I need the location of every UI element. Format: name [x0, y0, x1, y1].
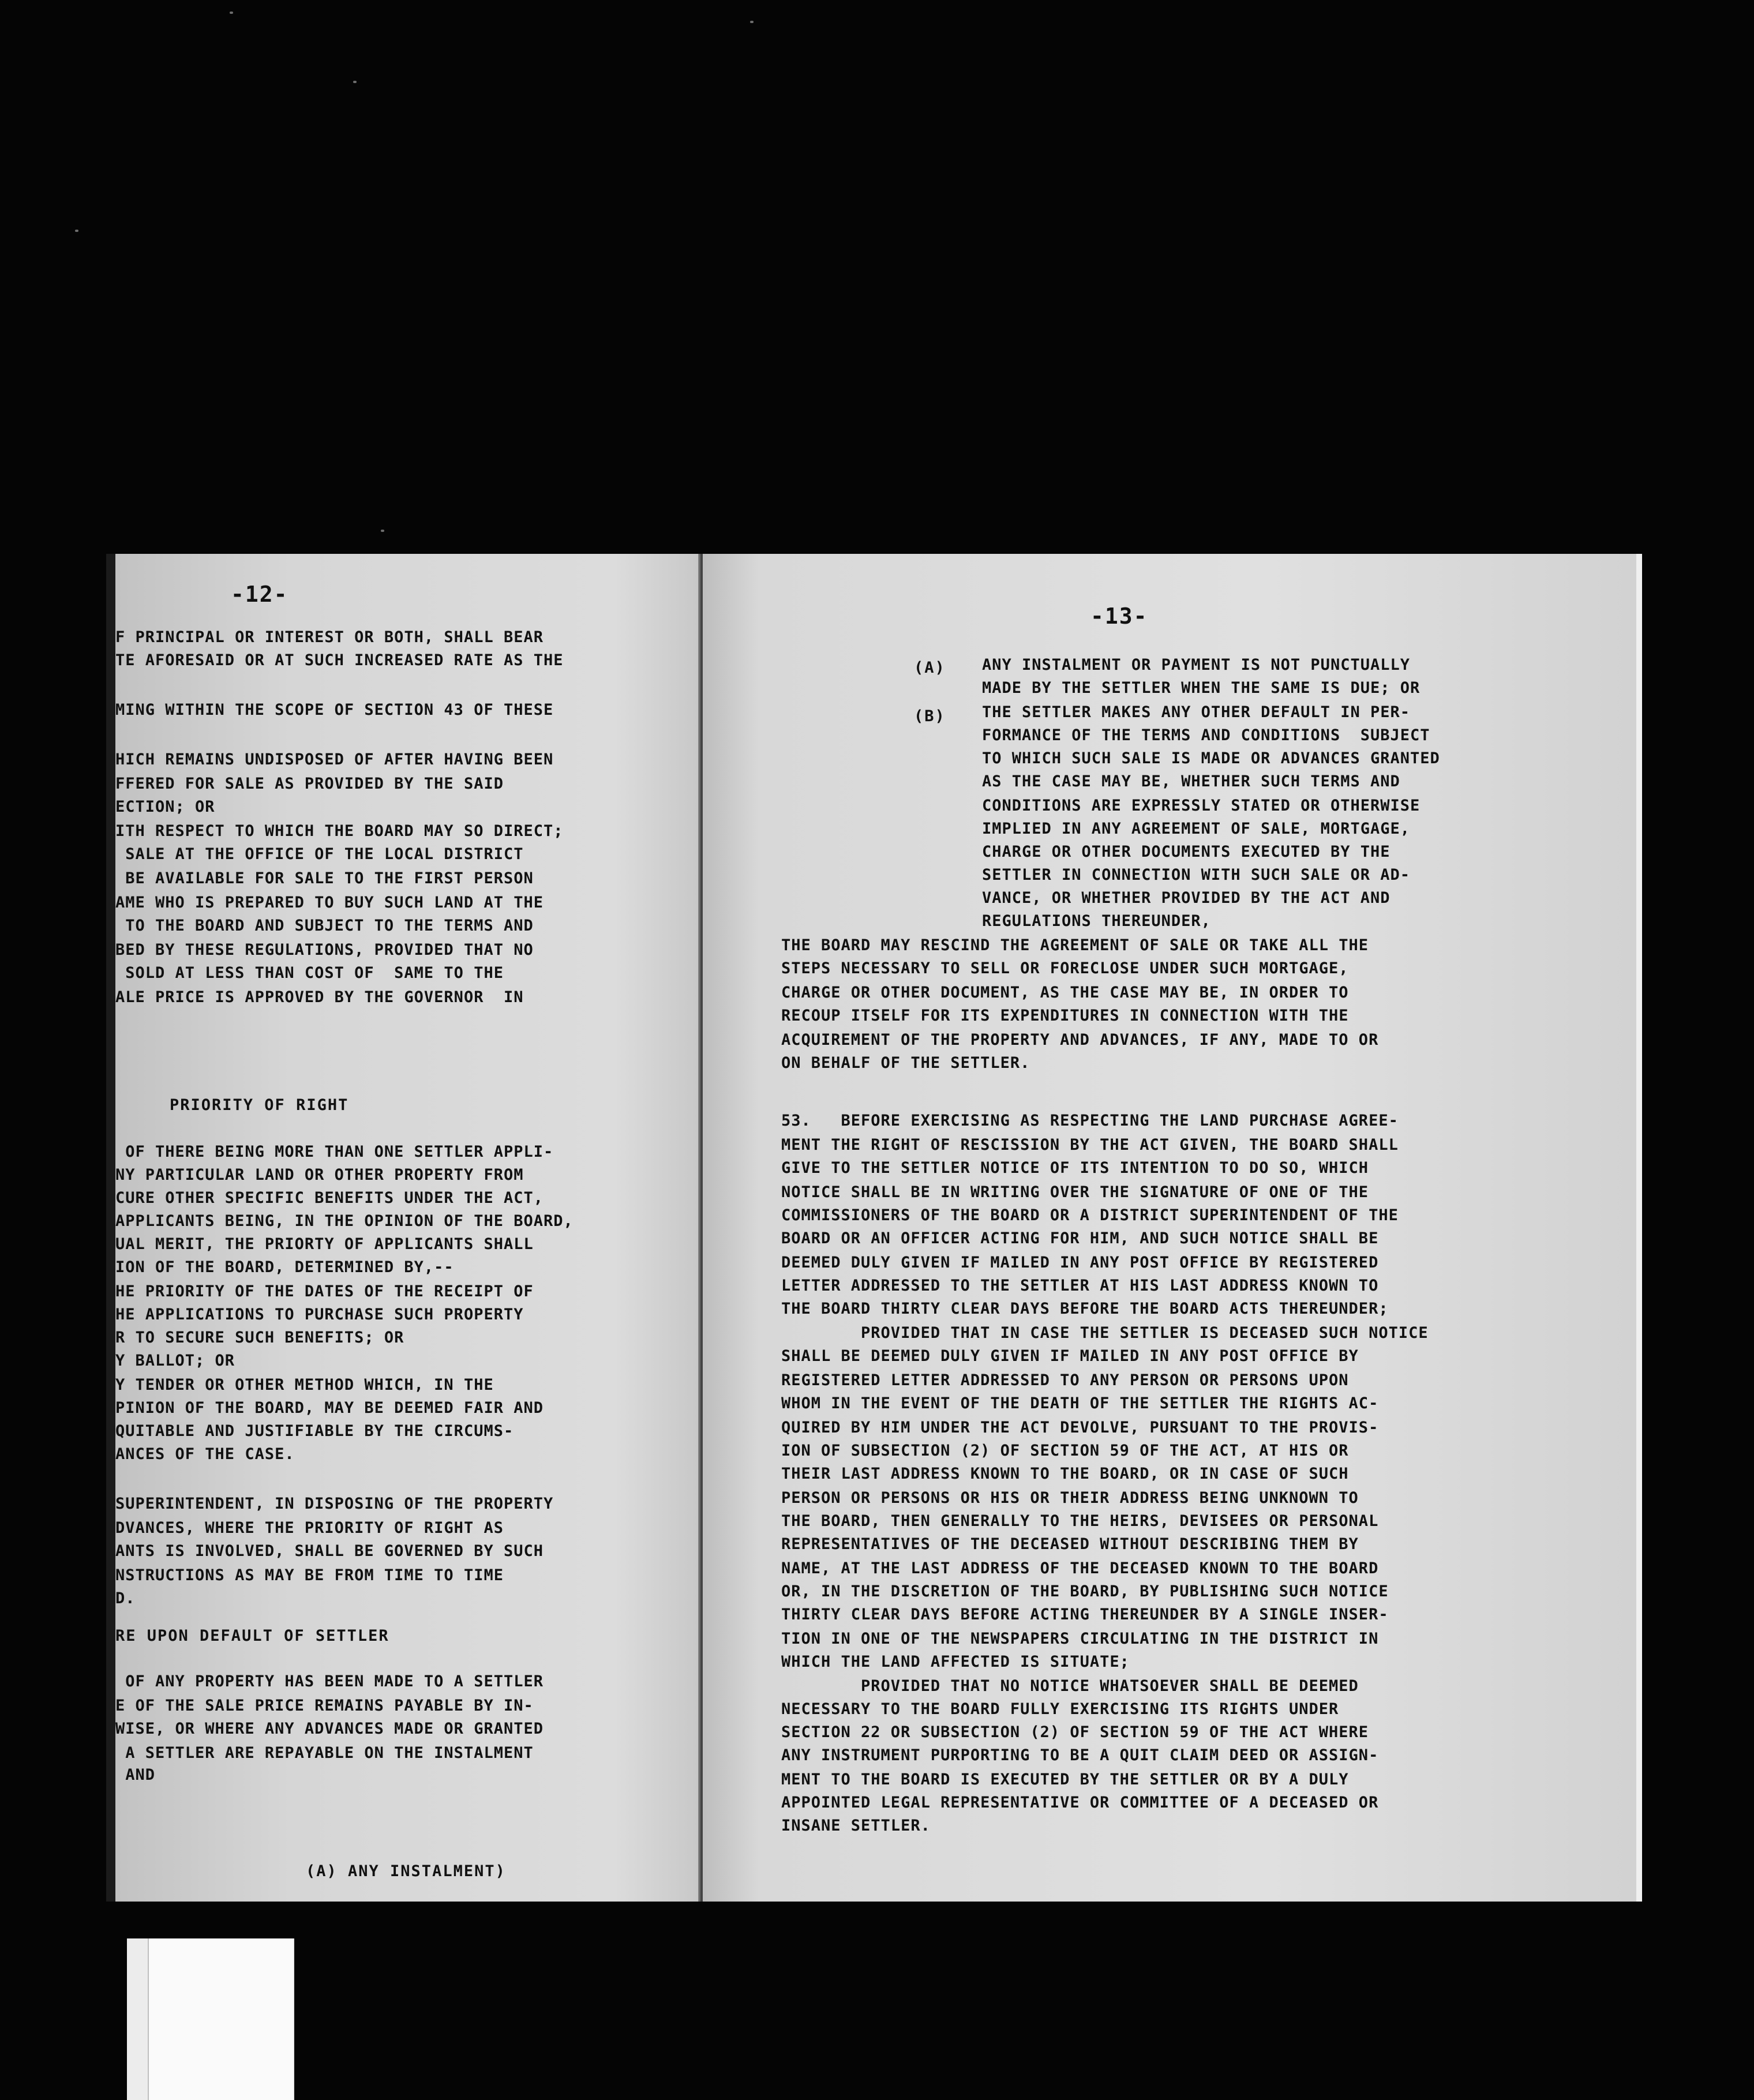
text-line: FFERED FOR SALE AS PROVIDED BY THE SAID — [115, 775, 504, 793]
text-line: HE PRIORITY OF THE DATES OF THE RECEIPT OF — [115, 1282, 534, 1300]
text-line: ION OF THE BOARD, DETERMINED BY,-- — [115, 1258, 454, 1276]
text-line: ECTION; OR — [115, 798, 215, 816]
text-line: D. — [115, 1589, 136, 1607]
paper-slip-inner — [148, 1938, 293, 2100]
text-line: A SETTLER ARE REPAYABLE ON THE INSTALMENT — [115, 1744, 534, 1762]
text-line: ON BEHALF OF THE SETTLER. — [781, 1054, 1030, 1072]
text-line: E OF THE SALE PRICE REMAINS PAYABLE BY IN- — [115, 1697, 534, 1715]
text-line: CHARGE OR OTHER DOCUMENT, AS THE CASE MAY BE, IN ORDER TO — [781, 984, 1349, 1002]
text-line: SUPERINTENDENT, IN DISPOSING OF THE PROPERTY — [115, 1495, 554, 1513]
paper-slip — [127, 1938, 294, 2100]
text-line: DVANCES, WHERE THE PRIORITY OF RIGHT AS — [115, 1519, 504, 1537]
text-line: THIRTY CLEAR DAYS BEFORE ACTING THEREUNDER BY A SINGLE INSER- — [781, 1606, 1389, 1623]
text-line: VANCE, OR WHETHER PROVIDED BY THE ACT AND — [982, 889, 1391, 907]
text-line: ANCES OF THE CASE. — [115, 1445, 295, 1463]
text-line: NECESSARY TO THE BOARD FULLY EXERCISING ITS RIGHTS UNDER — [781, 1700, 1339, 1718]
text-line: SOLD AT LESS THAN COST OF SAME TO THE — [115, 964, 504, 982]
text-line: MENT THE RIGHT OF RESCISSION BY THE ACT GIVEN, THE BOARD SHALL — [781, 1136, 1399, 1154]
text-line: QUIRED BY HIM UNDER THE ACT DEVOLVE, PURSUANT TO THE PROVIS- — [781, 1419, 1379, 1437]
text-line: MENT TO THE BOARD IS EXECUTED BY THE SETTLER OR BY A DULY — [781, 1771, 1349, 1788]
text-line: AS THE CASE MAY BE, WHETHER SUCH TERMS AND — [982, 772, 1400, 790]
text-line: REGULATIONS THEREUNDER, — [982, 912, 1211, 930]
text-line: SETTLER IN CONNECTION WITH SUCH SALE OR AD- — [982, 866, 1410, 884]
text-line: TION IN ONE OF THE NEWSPAPERS CIRCULATING IN THE DISTRICT IN — [781, 1630, 1379, 1648]
text-line: INSANE SETTLER. — [781, 1817, 931, 1835]
text-line: GIVE TO THE SETTLER NOTICE OF ITS INTENTION TO DO SO, WHICH — [781, 1159, 1369, 1177]
text-line: F PRINCIPAL OR INTEREST OR BOTH, SHALL BEAR — [115, 628, 544, 646]
text-line: BOARD OR AN OFFICER ACTING FOR HIM, AND SUCH NOTICE SHALL BE — [781, 1229, 1379, 1247]
text-line: COMMISSIONERS OF THE BOARD OR A DISTRICT SUPERINTENDENT OF THE — [781, 1206, 1399, 1224]
text-line: THE BOARD THIRTY CLEAR DAYS BEFORE THE BOARD ACTS THEREUNDER; — [781, 1300, 1389, 1318]
film-speck — [353, 81, 357, 83]
text-line: ACQUIREMENT OF THE PROPERTY AND ADVANCES, IF ANY, MADE TO OR — [781, 1031, 1379, 1049]
film-speck — [381, 530, 384, 532]
text-line: NY PARTICULAR LAND OR OTHER PROPERTY FROM — [115, 1166, 524, 1184]
text-line: OF THERE BEING MORE THAN ONE SETTLER APPLI- — [115, 1143, 554, 1161]
text-line: HICH REMAINS UNDISPOSED OF AFTER HAVING BEEN — [115, 751, 554, 768]
text-line: PERSON OR PERSONS OR HIS OR THEIR ADDRESS BEING UNKNOWN TO — [781, 1489, 1359, 1507]
text-line: FORMANCE OF THE TERMS AND CONDITIONS SUBJECT — [982, 726, 1430, 744]
text-line: REPRESENTATIVES OF THE DECEASED WITHOUT DESCRIBING THEM BY — [781, 1535, 1359, 1553]
item-marker-b: (B) — [914, 707, 946, 725]
text-line: LETTER ADDRESSED TO THE SETTLER AT HIS LAST ADDRESS KNOWN TO — [781, 1277, 1379, 1295]
text-line: Y BALLOT; OR — [115, 1352, 235, 1370]
page-number-13: -13- — [1090, 603, 1148, 629]
text-line: THE BOARD, THEN GENERALLY TO THE HEIRS, DEVISEES OR PERSONAL — [781, 1512, 1379, 1530]
text-line: HE APPLICATIONS TO PURCHASE SUCH PROPERTY — [115, 1306, 524, 1323]
text-line: ANY INSTALMENT OR PAYMENT IS NOT PUNCTUALLY — [982, 656, 1410, 674]
text-line: 53. BEFORE EXERCISING AS RESPECTING THE LAND PURCHASE AGREE- — [781, 1112, 1399, 1130]
text-line: NOTICE SHALL BE IN WRITING OVER THE SIGNATURE OF ONE OF THE — [781, 1183, 1369, 1201]
text-line: Y TENDER OR OTHER METHOD WHICH, IN THE — [115, 1376, 494, 1394]
left-page — [115, 554, 703, 1902]
text-line: TE AFORESAID OR AT SUCH INCREASED RATE AS THE — [115, 651, 564, 669]
text-line: ALE PRICE IS APPROVED BY THE GOVERNOR IN — [115, 988, 524, 1006]
text-line: RECOUP ITSELF FOR ITS EXPENDITURES IN CONNECTION WITH THE — [781, 1007, 1349, 1025]
text-line: APPLICANTS BEING, IN THE OPINION OF THE BOARD, — [115, 1212, 574, 1230]
text-line: R TO SECURE SUCH BENEFITS; OR — [115, 1329, 404, 1347]
text-line: SECTION 22 OR SUBSECTION (2) OF SECTION 59 OF THE ACT WHERE — [781, 1723, 1369, 1741]
page-number-12: -12- — [231, 582, 288, 607]
text-line: TO WHICH SUCH SALE IS MADE OR ADVANCES GRANTED — [982, 749, 1440, 767]
text-line: CONDITIONS ARE EXPRESSLY STATED OR OTHERWISE — [982, 797, 1421, 815]
text-line: TO THE BOARD AND SUBJECT TO THE TERMS AND — [115, 917, 534, 935]
text-line: APPOINTED LEGAL REPRESENTATIVE OR COMMITTEE OF A DECEASED OR — [781, 1794, 1379, 1812]
text-line: OF ANY PROPERTY HAS BEEN MADE TO A SETTLER — [115, 1672, 544, 1690]
text-line: UAL MERIT, THE PRIORTY OF APPLICANTS SHALL — [115, 1235, 534, 1253]
text-line: ITH RESPECT TO WHICH THE BOARD MAY SO DIRECT; — [115, 822, 564, 840]
text-line: ANTS IS INVOLVED, SHALL BE GOVERNED BY SUCH — [115, 1542, 544, 1560]
text-line: AND — [115, 1766, 156, 1784]
text-line: AME WHO IS PREPARED TO BUY SUCH LAND AT THE — [115, 894, 544, 912]
text-line: CHARGE OR OTHER DOCUMENTS EXECUTED BY THE — [982, 843, 1391, 861]
text-line: WHICH THE LAND AFFECTED IS SITUATE; — [781, 1653, 1130, 1671]
text-line: NAME, AT THE LAST ADDRESS OF THE DECEASED KNOWN TO THE BOARD — [781, 1559, 1379, 1577]
text-line: SALE AT THE OFFICE OF THE LOCAL DISTRICT — [115, 845, 524, 863]
text-line: MADE BY THE SETTLER WHEN THE SAME IS DUE; OR — [982, 679, 1421, 697]
item-marker-a: (A) — [914, 659, 946, 677]
text-line: OR, IN THE DISCRETION OF THE BOARD, BY PUBLISHING SUCH NOTICE — [781, 1582, 1389, 1600]
text-line: STEPS NECESSARY TO SELL OR FORECLOSE UNDER SUCH MORTGAGE, — [781, 959, 1349, 977]
film-speck — [230, 12, 233, 14]
section-heading-priority: PRIORITY OF RIGHT — [170, 1096, 349, 1114]
film-speck — [75, 230, 78, 232]
text-line: THE BOARD MAY RESCIND THE AGREEMENT OF SALE OR TAKE ALL THE — [781, 936, 1369, 954]
text-line: IMPLIED IN ANY AGREEMENT OF SALE, MORTGAGE, — [982, 820, 1410, 838]
text-line: WISE, OR WHERE ANY ADVANCES MADE OR GRANTED — [115, 1720, 544, 1738]
film-speck — [750, 21, 754, 23]
text-line: SHALL BE DEEMED DULY GIVEN IF MAILED IN ANY POST OFFICE BY — [781, 1347, 1359, 1365]
film-edge — [106, 554, 115, 1902]
text-line: QUITABLE AND JUSTIFIABLE BY THE CIRCUMS- — [115, 1422, 514, 1440]
text-line: REGISTERED LETTER ADDRESSED TO ANY PERSON OR PERSONS UPON — [781, 1371, 1349, 1389]
text-line: BED BY THESE REGULATIONS, PROVIDED THAT NO — [115, 941, 534, 959]
text-line: CURE OTHER SPECIFIC BENEFITS UNDER THE ACT, — [115, 1189, 544, 1207]
text-line: BE AVAILABLE FOR SALE TO THE FIRST PERSON — [115, 869, 534, 887]
catchword-footer: (A) ANY INSTALMENT) — [306, 1862, 506, 1880]
section-heading-default: RE UPON DEFAULT OF SETTLER — [115, 1627, 389, 1645]
text-line: MING WITHIN THE SCOPE OF SECTION 43 OF THESE — [115, 701, 554, 719]
text-line: ANY INSTRUMENT PURPORTING TO BE A QUIT CLAIM DEED OR ASSIGN- — [781, 1746, 1379, 1764]
right-page — [703, 554, 1636, 1902]
text-line: WHOM IN THE EVENT OF THE DEATH OF THE SETTLER THE RIGHTS AC- — [781, 1394, 1379, 1412]
text-line: DEEMED DULY GIVEN IF MAILED IN ANY POST OFFICE BY REGISTERED — [781, 1254, 1379, 1272]
text-line: PROVIDED THAT NO NOTICE WHATSOEVER SHALL BE DEEMED — [781, 1677, 1359, 1695]
text-line: NSTRUCTIONS AS MAY BE FROM TIME TO TIME — [115, 1566, 504, 1584]
text-line: THEIR LAST ADDRESS KNOWN TO THE BOARD, OR IN CASE OF SUCH — [781, 1465, 1349, 1483]
text-line: PROVIDED THAT IN CASE THE SETTLER IS DECEASED SUCH NOTICE — [781, 1324, 1429, 1342]
text-line: PINION OF THE BOARD, MAY BE DEEMED FAIR AND — [115, 1399, 544, 1417]
text-line: THE SETTLER MAKES ANY OTHER DEFAULT IN PER- — [982, 703, 1410, 721]
text-line: ION OF SUBSECTION (2) OF SECTION 59 OF THE ACT, AT HIS OR — [781, 1442, 1349, 1460]
page-edge-strip — [1636, 554, 1642, 1902]
